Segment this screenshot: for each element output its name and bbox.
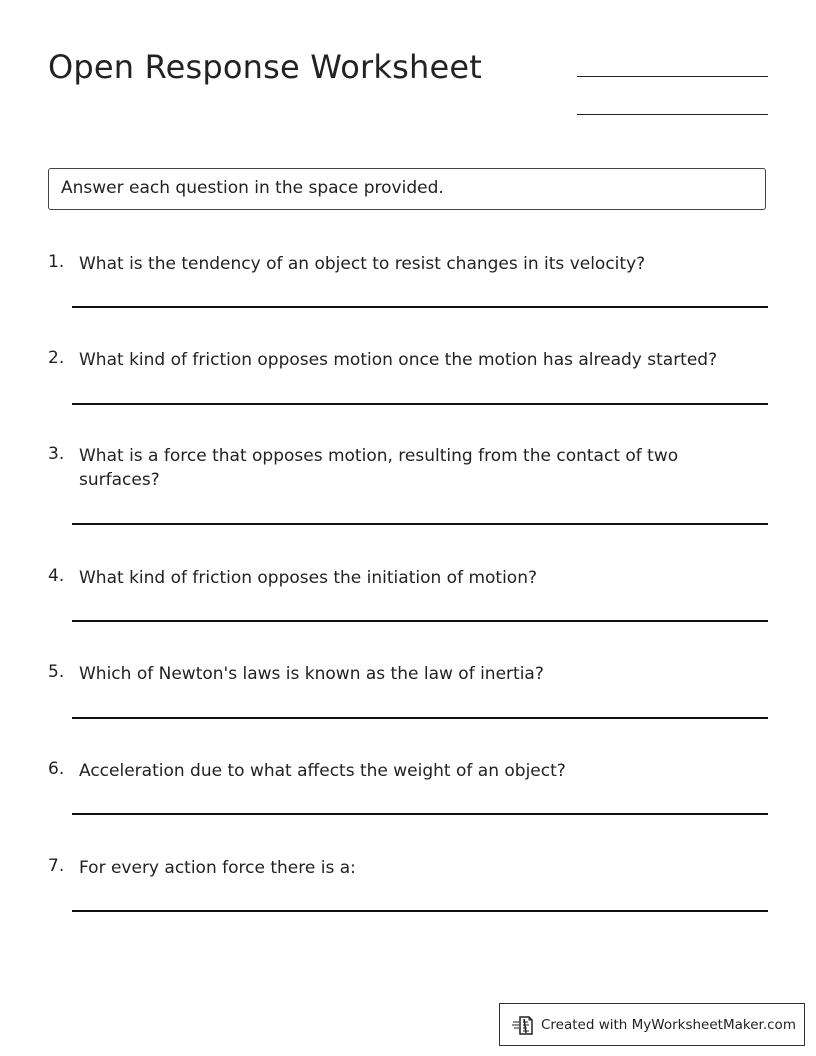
answer-line-2 [72, 403, 768, 405]
question-text: What kind of friction opposes motion once the motion has already started? [79, 350, 718, 370]
answer-line-5 [72, 717, 768, 719]
page-title: Open Response Worksheet [48, 48, 483, 86]
worksheet-maker-logo-icon [512, 1014, 534, 1036]
answer-line-7 [72, 910, 768, 912]
answer-line-6 [72, 813, 768, 815]
question-text: Acceleration due to what affects the weight of an object? [79, 761, 566, 781]
question-number: 2. [48, 348, 65, 368]
question-text: Which of Newton's laws is known as the law of inertia? [79, 664, 544, 684]
footer-credit-text: Created with MyWorksheetMaker.com [541, 1016, 796, 1033]
question-number: 3. [48, 444, 65, 464]
answer-line-3 [72, 523, 768, 525]
question-number: 1. [48, 252, 65, 272]
answer-line-4 [72, 620, 768, 622]
question-text: What kind of friction opposes the initiation of motion? [79, 568, 538, 588]
name-line [577, 76, 768, 77]
question-number: 7. [48, 856, 65, 876]
question-text: What is the tendency of an object to resist changes in its velocity? [79, 254, 646, 274]
question-text: For every action force there is a: [79, 858, 356, 878]
question-number: 4. [48, 566, 65, 586]
date-line [577, 114, 768, 115]
question-number: 6. [48, 759, 65, 779]
question-text: What is a force that opposes motion, resulting from the contact of two surfaces? [79, 446, 679, 490]
footer-credit-badge[interactable] [499, 1003, 805, 1046]
answer-line-1 [72, 306, 768, 308]
instructions-box: Answer each question in the space provided. [48, 168, 766, 210]
question-number: 5. [48, 662, 65, 682]
